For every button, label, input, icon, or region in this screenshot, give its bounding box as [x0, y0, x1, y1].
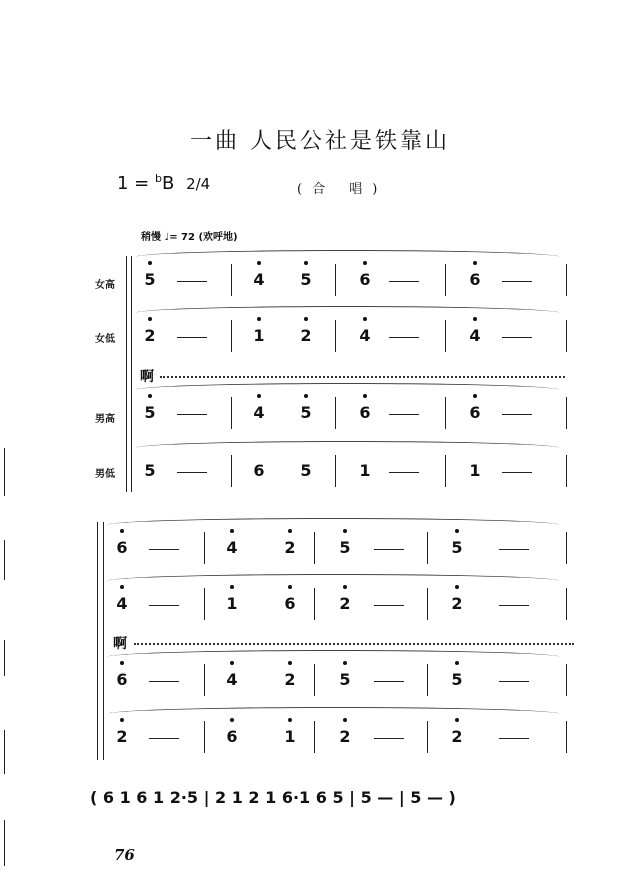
system2-row-slur	[107, 707, 560, 714]
duration-dash	[499, 681, 529, 682]
system1-row-slur	[135, 306, 560, 313]
note: 5	[144, 461, 156, 480]
note: 4	[356, 326, 374, 345]
duration-dash	[499, 549, 529, 550]
duration-dash	[502, 281, 532, 282]
note: 6	[356, 270, 374, 289]
octave-dot	[455, 585, 459, 589]
octave-dot	[120, 718, 124, 722]
system1-row-slur	[135, 383, 560, 390]
barline	[204, 532, 205, 564]
octave-dot	[363, 317, 367, 321]
note: 2	[448, 594, 466, 613]
octave-dot	[120, 585, 124, 589]
octave-dot	[257, 317, 261, 321]
barline	[566, 664, 567, 696]
system1-bracket	[126, 256, 127, 492]
barline	[427, 721, 428, 753]
octave-dot	[363, 394, 367, 398]
duration-dash	[499, 738, 529, 739]
barline	[231, 455, 232, 487]
octave-dot	[148, 261, 152, 265]
octave-dot	[304, 261, 308, 265]
note: 2	[448, 727, 466, 746]
note: 4	[250, 270, 268, 289]
note: 4	[223, 670, 241, 689]
duration-dash	[149, 681, 179, 682]
duration-dash	[177, 414, 207, 415]
barline	[314, 588, 315, 620]
duration-dash	[177, 337, 207, 338]
note: 6	[223, 727, 241, 746]
duration-dash	[149, 605, 179, 606]
duration-dash	[374, 549, 404, 550]
duration-dash	[389, 414, 419, 415]
barline	[445, 264, 446, 296]
note: 1	[250, 326, 268, 345]
octave-dot	[120, 661, 124, 665]
system2-row-slur	[107, 574, 560, 581]
octave-dot	[288, 529, 292, 533]
note: 5	[300, 461, 312, 480]
note: 2	[141, 326, 159, 345]
octave-dot	[288, 718, 292, 722]
dotted-extender	[160, 376, 565, 378]
duration-dash	[374, 681, 404, 682]
note: 6	[356, 403, 374, 422]
page-edge-mark	[4, 730, 5, 774]
note: 6	[113, 670, 131, 689]
duration-dash	[389, 281, 419, 282]
note: 4	[250, 403, 268, 422]
octave-dot	[343, 585, 347, 589]
system2-row-slur	[107, 518, 560, 525]
duration-dash	[502, 472, 532, 473]
lyric-syllable: 啊	[140, 369, 154, 385]
barline	[427, 532, 428, 564]
barline	[566, 455, 567, 487]
note: 5	[448, 538, 466, 557]
duration-dash	[177, 472, 207, 473]
page-number: 76	[114, 846, 135, 864]
barline	[566, 532, 567, 564]
lyric-syllable: 啊	[113, 636, 127, 652]
barline	[445, 320, 446, 352]
page-edge-mark	[4, 540, 5, 580]
octave-dot	[455, 718, 459, 722]
note: 5	[297, 270, 315, 289]
duration-dash	[177, 281, 207, 282]
octave-dot	[288, 661, 292, 665]
note: 2	[336, 594, 354, 613]
barline	[427, 588, 428, 620]
barline	[335, 264, 336, 296]
octave-dot	[304, 317, 308, 321]
note: 1	[223, 594, 241, 613]
note: 2	[297, 326, 315, 345]
system2-bracket-inner	[103, 522, 104, 760]
dotted-extender	[134, 643, 574, 645]
note: 1	[281, 727, 299, 746]
barline	[335, 397, 336, 429]
voice-label: 男高	[95, 414, 115, 425]
note: 4	[113, 594, 131, 613]
barline	[335, 320, 336, 352]
note: 6	[281, 594, 299, 613]
octave-dot	[148, 394, 152, 398]
duration-dash	[389, 472, 419, 473]
barline	[445, 397, 446, 429]
barline	[566, 264, 567, 296]
note: 2	[336, 727, 354, 746]
barline	[566, 397, 567, 429]
duration-dash	[374, 605, 404, 606]
page-edge-mark	[4, 640, 5, 676]
barline	[204, 664, 205, 696]
note: 4	[466, 326, 484, 345]
voice-label: 女高	[95, 280, 115, 291]
octave-dot	[473, 261, 477, 265]
octave-dot	[230, 661, 234, 665]
octave-dot	[363, 261, 367, 265]
song-title: 一曲 人民公社是铁靠山	[190, 129, 450, 154]
voice-label: 男低	[95, 469, 115, 480]
system1-row-slur	[135, 250, 560, 257]
octave-dot	[257, 261, 261, 265]
note: 5	[297, 403, 315, 422]
octave-dot	[120, 529, 124, 533]
barline	[231, 397, 232, 429]
page-edge-mark	[4, 820, 5, 866]
system1-row-slur	[135, 441, 560, 448]
note: 6	[113, 538, 131, 557]
note: 2	[281, 538, 299, 557]
barline	[231, 320, 232, 352]
duration-dash	[149, 738, 179, 739]
octave-dot	[230, 585, 234, 589]
barline	[566, 721, 567, 753]
octave-dot	[304, 394, 308, 398]
octave-dot	[473, 317, 477, 321]
barline	[445, 455, 446, 487]
octave-dot	[230, 529, 234, 533]
duration-dash	[502, 337, 532, 338]
barline	[204, 588, 205, 620]
note: 5	[141, 403, 159, 422]
octave-dot	[148, 317, 152, 321]
barline	[231, 264, 232, 296]
system1-bracket-inner	[131, 256, 132, 492]
system2-row-slur	[107, 650, 560, 657]
octave-dot	[455, 661, 459, 665]
barline	[204, 721, 205, 753]
voice-label: 女低	[95, 334, 115, 345]
note: 4	[223, 538, 241, 557]
note: 5	[448, 670, 466, 689]
system2-bracket	[97, 522, 98, 760]
octave-dot	[473, 394, 477, 398]
duration-dash	[149, 549, 179, 550]
octave-dot	[230, 718, 234, 722]
note: 1	[359, 461, 371, 480]
barline	[314, 664, 315, 696]
page-edge-mark	[4, 448, 5, 496]
note: 6	[253, 461, 265, 480]
barline	[314, 532, 315, 564]
note: 2	[113, 727, 131, 746]
note: 5	[336, 538, 354, 557]
octave-dot	[257, 394, 261, 398]
intro-line: ( 6 1 6 1 2·5 | 2 1 2 1 6·1 6 5 | 5 — | 5 — )	[90, 788, 456, 807]
octave-dot	[343, 718, 347, 722]
barline	[566, 588, 567, 620]
note: 5	[336, 670, 354, 689]
octave-dot	[288, 585, 292, 589]
note: 5	[141, 270, 159, 289]
barline	[314, 721, 315, 753]
duration-dash	[502, 414, 532, 415]
tempo-marking: 稍慢 ♩= 72 (欢呼地)	[141, 232, 238, 243]
note: 2	[281, 670, 299, 689]
duration-dash	[389, 337, 419, 338]
note: 1	[469, 461, 481, 480]
key-signature: 1 = $^b$B 2/4	[117, 172, 211, 194]
note: 6	[466, 270, 484, 289]
duration-dash	[374, 738, 404, 739]
octave-dot	[455, 529, 459, 533]
octave-dot	[343, 529, 347, 533]
barline	[335, 455, 336, 487]
barline	[566, 320, 567, 352]
note: 6	[466, 403, 484, 422]
octave-dot	[343, 661, 347, 665]
barline	[427, 664, 428, 696]
duration-dash	[499, 605, 529, 606]
performance-mode: (合 唱)	[297, 182, 388, 197]
